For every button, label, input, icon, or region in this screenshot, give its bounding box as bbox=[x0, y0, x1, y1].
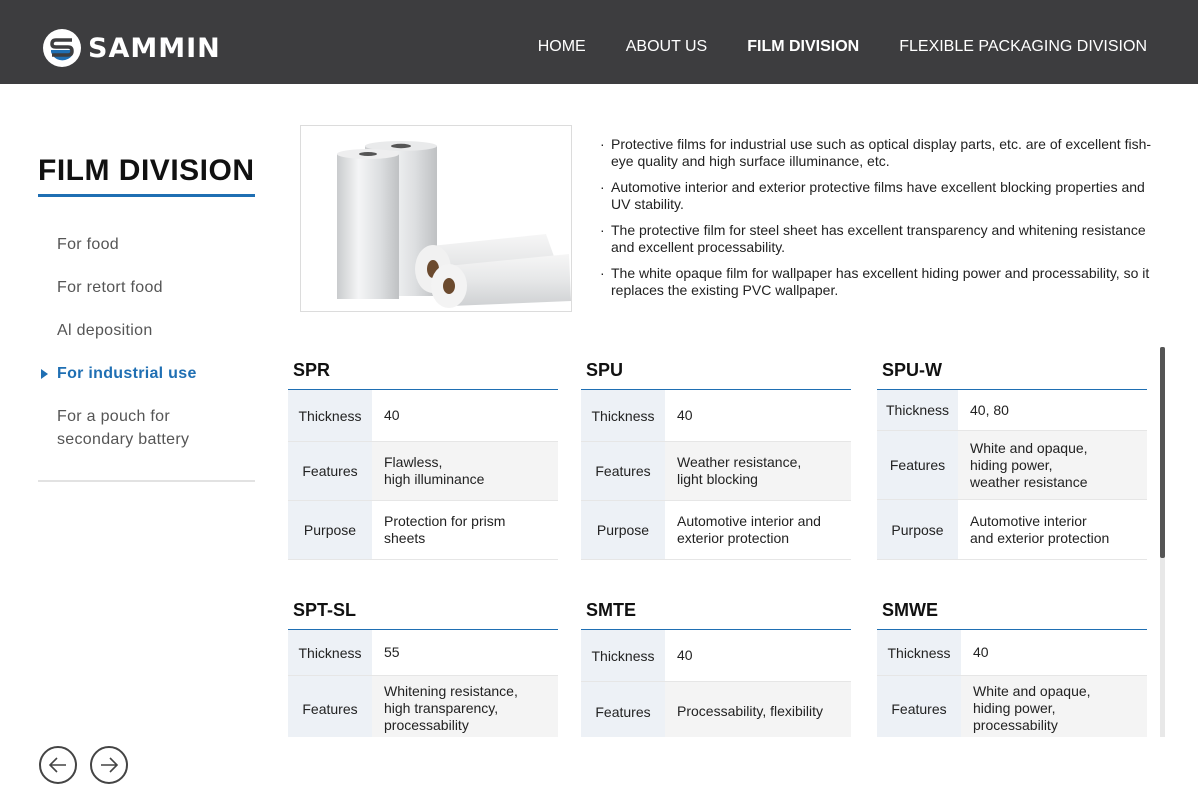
sidebar-divider bbox=[38, 480, 255, 482]
intro-bullet: · The protective film for steel sheet has excellent transparency and whitening resistance and excellent processability. bbox=[600, 222, 1160, 256]
product-name: SMWE bbox=[877, 590, 1147, 630]
arrow-left-icon bbox=[48, 755, 68, 775]
product-card-spu-w bbox=[877, 350, 1147, 560]
site-header bbox=[0, 0, 1198, 84]
product-card-spt-sl bbox=[288, 590, 558, 737]
spec-value: 40, 80 bbox=[970, 401, 1009, 418]
product-name: SPU-W bbox=[877, 350, 1147, 390]
spec-label: Features bbox=[288, 676, 372, 737]
spec-value: White and opaque, hiding power, processability bbox=[961, 676, 1147, 737]
next-button[interactable] bbox=[90, 746, 128, 784]
spec-row-features bbox=[288, 442, 558, 501]
logo[interactable] bbox=[42, 27, 221, 69]
spec-value: Automotive interior and exterior protection bbox=[677, 513, 821, 546]
main-nav bbox=[498, 38, 1147, 56]
product-card-spu bbox=[581, 350, 851, 560]
spec-row-features bbox=[581, 442, 851, 501]
spec-label: Thickness bbox=[581, 390, 665, 441]
spec-row-thickness bbox=[877, 630, 1147, 676]
spec-value: Weather resistance, light blocking bbox=[665, 442, 851, 500]
scrollbar-thumb[interactable] bbox=[1160, 347, 1165, 558]
spec-value: Protection for prism sheets bbox=[384, 513, 506, 546]
spec-label: Purpose bbox=[288, 501, 372, 559]
spec-row-thickness bbox=[581, 630, 851, 682]
spec-row-features bbox=[877, 676, 1147, 737]
spec-value: 55 bbox=[384, 644, 400, 660]
spec-value: Flawless, high illuminance bbox=[372, 442, 558, 500]
spec-row-purpose bbox=[877, 500, 1147, 560]
product-name: SPR bbox=[288, 350, 558, 390]
spec-label: Features bbox=[288, 442, 372, 500]
intro-bullet: · Protective films for industrial use such as optical display parts, etc. are of excellent fish-eye quality and high surface illuminance, etc. bbox=[600, 136, 1160, 170]
spec-value: White and opaque, hiding power, weather resistance bbox=[958, 431, 1147, 499]
sammin-logo-icon bbox=[42, 28, 82, 68]
sidebar-item-for-retort-food[interactable]: For retort food bbox=[57, 279, 163, 296]
spec-value: 40 bbox=[677, 647, 693, 663]
product-image bbox=[300, 125, 572, 312]
spec-label: Thickness bbox=[877, 390, 958, 430]
spec-row-thickness bbox=[288, 390, 558, 442]
spec-label: Features bbox=[581, 682, 665, 737]
sidebar-item-al-deposition[interactable]: Al deposition bbox=[57, 322, 153, 339]
spec-value: Whitening resistance, high transparency, processability bbox=[372, 676, 558, 737]
spec-row-thickness bbox=[581, 390, 851, 442]
product-card-spr bbox=[288, 350, 558, 560]
intro-bullets bbox=[600, 136, 1160, 308]
spec-value: 40 bbox=[384, 407, 400, 423]
intro-bullet: · Automotive interior and exterior protective films have excellent blocking properties and UV stability. bbox=[600, 179, 1160, 213]
nav-film-division[interactable]: FILM DIVISION bbox=[747, 38, 860, 55]
prev-button[interactable] bbox=[39, 746, 77, 784]
spec-label: Thickness bbox=[877, 630, 961, 675]
nav-flexible-packaging-division[interactable]: FLEXIBLE PACKAGING DIVISION bbox=[899, 38, 1147, 55]
title-underline bbox=[38, 194, 255, 197]
product-name: SPU bbox=[581, 350, 851, 390]
sidebar-item-for-food[interactable]: For food bbox=[57, 236, 119, 253]
product-card-smwe bbox=[877, 590, 1147, 737]
spec-label: Thickness bbox=[288, 390, 372, 441]
intro-bullet: · The white opaque film for wallpaper has excellent hiding power and processability, so it replaces the existing PVC wallpaper. bbox=[600, 265, 1160, 299]
nav-home[interactable]: HOME bbox=[537, 38, 586, 55]
spec-row-features bbox=[288, 676, 558, 737]
spec-row-purpose bbox=[288, 501, 558, 560]
nav-about-us[interactable]: ABOUT US bbox=[625, 38, 708, 55]
product-name: SMTE bbox=[581, 590, 851, 630]
arrow-right-icon bbox=[99, 755, 119, 775]
spec-value: 40 bbox=[973, 644, 989, 660]
spec-row-thickness bbox=[288, 630, 558, 676]
spec-label: Features bbox=[877, 431, 958, 499]
spec-row-purpose bbox=[581, 501, 851, 560]
spec-label: Features bbox=[877, 676, 961, 737]
logo-text: SAMMIN bbox=[88, 32, 221, 64]
spec-label: Purpose bbox=[877, 500, 958, 559]
spec-value: Processability, flexibility bbox=[665, 682, 851, 737]
page-title: FILM DIVISION bbox=[38, 154, 255, 187]
spec-label: Thickness bbox=[581, 630, 665, 681]
spec-row-features bbox=[581, 682, 851, 737]
sidebar-menu bbox=[57, 233, 257, 471]
spec-value: Automotive interior and exterior protection bbox=[970, 512, 1110, 546]
spec-row-thickness bbox=[877, 390, 1147, 431]
sidebar-item-for-pouch-secondary-battery[interactable]: For a pouch for secondary battery bbox=[57, 408, 190, 448]
spec-label: Purpose bbox=[581, 501, 665, 559]
product-cards-scroll-area[interactable] bbox=[285, 350, 1155, 737]
product-card-smte bbox=[581, 590, 851, 737]
sidebar-item-for-industrial-use[interactable]: For industrial use bbox=[57, 362, 257, 385]
film-rolls-image bbox=[301, 126, 571, 311]
spec-label: Features bbox=[581, 442, 665, 500]
spec-label: Thickness bbox=[288, 630, 372, 675]
spec-row-features bbox=[877, 431, 1147, 500]
product-name: SPT-SL bbox=[288, 590, 558, 630]
spec-value: 40 bbox=[677, 407, 693, 423]
